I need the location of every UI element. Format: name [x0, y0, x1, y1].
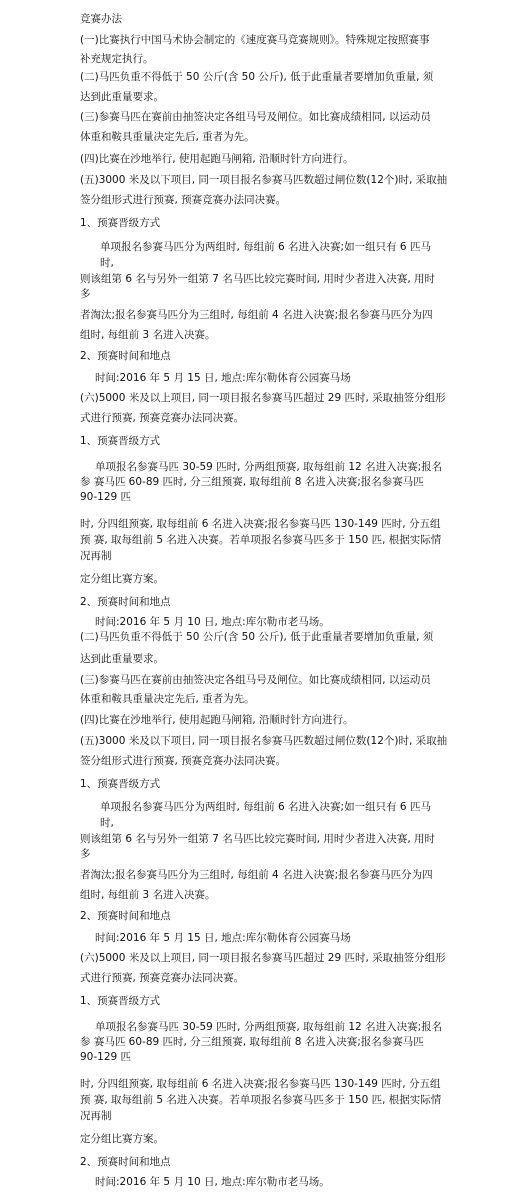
paragraph-line: 时, [100, 817, 114, 829]
paragraph-line: 组时, 每组前 3 名进入决赛。 [80, 329, 216, 341]
paragraph-line: 时, [100, 257, 114, 269]
paragraph-line: 体重和鞍具重量决定先后, 重者为先。 [80, 693, 255, 705]
paragraph-line: 90-129 匹 [80, 491, 132, 503]
subheading: 1、预赛晋级方式 [80, 217, 161, 229]
paragraph-line: 况再制 [80, 1110, 112, 1122]
paragraph-line: 时, 分四组预赛, 取每组前 6 名进入决赛;报名参赛马匹 130-149 匹时, 分五组 [80, 518, 441, 530]
paragraph-line: (三)参赛马匹在赛前由抽签决定各组马号及闸位。如比赛成绩相同, 以运动员 [80, 674, 431, 686]
paragraph-line: 达到此重量要求。 [80, 91, 164, 103]
paragraph-line: 时间:2016 年 5 月 15 日, 地点:库尔勒体育公园赛马场 [95, 372, 351, 384]
paragraph-line: 签分组形式进行预赛, 预赛竞赛办法同决赛。 [80, 194, 287, 206]
subheading: 2、预赛时间和地点 [80, 596, 171, 608]
paragraph-line: 定分组比赛方案。 [80, 573, 164, 585]
paragraph-line: 多 [80, 848, 91, 860]
paragraph-line: 式进行预赛, 预赛竞赛办法同决赛。 [80, 412, 245, 424]
paragraph-line: (六)5000 米及以上项目, 同一项目报名参赛马匹超过 29 匹时, 采取抽签分组形 [80, 392, 446, 404]
paragraph-line: 时, 分四组预赛, 取每组前 6 名进入决赛;报名参赛马匹 130-149 匹时, 分五组 [80, 1078, 441, 1090]
paragraph-line: 者淘汰;报名参赛马匹分为三组时, 每组前 4 名进入决赛;报名参赛马匹分为四 [80, 309, 433, 321]
paragraph-line: 时间:2016 年 5 月 10 日, 地点:库尔勒市老马场。 [95, 1176, 330, 1188]
paragraph-line: 则该组第 6 名与另外一组第 7 名马匹比较完赛时间, 用时少者进入决赛, 用时 [80, 273, 436, 285]
paragraph-line: 90-129 匹 [80, 1051, 132, 1063]
paragraph-line: 单项报名参赛马匹分为两组时, 每组前 6 名进入决赛;如一组只有 6 匹马 [100, 241, 431, 253]
paragraph-line: (二)马匹负重不得低于 50 公斤(含 50 公斤), 低于此重量者要增加负重量, 须 [80, 71, 434, 83]
paragraph-line: 签分组形式进行预赛, 预赛竞赛办法同决赛。 [80, 755, 287, 767]
paragraph-line: (五)3000 米及以下项目, 同一项目报名参赛马匹数超过闸位数(12个)时, 采取抽 [80, 735, 448, 747]
subheading: 2、预赛时间和地点 [80, 1156, 171, 1168]
paragraph-line: 组时, 每组前 3 名进入决赛。 [80, 889, 216, 901]
subheading: 1、预赛晋级方式 [80, 995, 161, 1007]
paragraph-line: 参 赛马匹 60-89 匹时, 分三组预赛, 取每组前 8 名进入决赛;报名参赛马匹 [80, 476, 424, 488]
paragraph-line: (六)5000 米及以上项目, 同一项目报名参赛马匹超过 29 匹时, 采取抽签分组形 [80, 952, 446, 964]
paragraph-line: (二)马匹负重不得低于 50 公斤(含 50 公斤), 低于此重量者要增加负重量, 须 [80, 631, 434, 643]
subheading: 1、预赛晋级方式 [80, 435, 161, 447]
paragraph-line: 则该组第 6 名与另外一组第 7 名马匹比较完赛时间, 用时少者进入决赛, 用时 [80, 833, 436, 845]
paragraph-line: 达到此重量要求。 [80, 653, 164, 665]
paragraph-line: 多 [80, 288, 91, 300]
paragraph-line: (三)参赛马匹在赛前由抽签决定各组马号及闸位。如比赛成绩相同, 以运动员 [80, 111, 431, 123]
paragraph-line: 时间:2016 年 5 月 10 日, 地点:库尔勒市老马场。 [95, 616, 330, 628]
paragraph-line: 补充规定执行。 [80, 53, 154, 65]
paragraph-line: (四)比赛在沙地举行, 使用起跑马闸箱, 沿顺时针方向进行。 [80, 714, 354, 726]
subheading: 1、预赛晋级方式 [80, 778, 161, 790]
subheading: 2、预赛时间和地点 [80, 350, 171, 362]
paragraph-line: 单项报名参赛马匹 30-59 匹时, 分两组预赛, 取每组前 12 名进入决赛;报名 [95, 1021, 443, 1033]
paragraph-line: 定分组比赛方案。 [80, 1133, 164, 1145]
paragraph-line: 参 赛马匹 60-89 匹时, 分三组预赛, 取每组前 8 名进入决赛;报名参赛马匹 [80, 1036, 424, 1048]
paragraph-line: 者淘汰;报名参赛马匹分为三组时, 每组前 4 名进入决赛;报名参赛马匹分为四 [80, 869, 433, 881]
paragraph-line: 况再制 [80, 550, 112, 562]
paragraph-line: 单项报名参赛马匹分为两组时, 每组前 6 名进入决赛;如一组只有 6 匹马 [100, 801, 431, 813]
subheading: 2、预赛时间和地点 [80, 910, 171, 922]
section-title: 竞赛办法 [80, 13, 122, 25]
paragraph-line: 预 赛, 取每组前 5 名进入决赛。若单项报名参赛马匹多于 150 匹, 根据实际情 [80, 1094, 442, 1106]
paragraph-line: 预 赛, 取每组前 5 名进入决赛。若单项报名参赛马匹多于 150 匹, 根据实际情 [80, 534, 442, 546]
paragraph-line: (一)比赛执行中国马术协会制定的《速度赛马竞赛规则》。特殊规定按照赛事 [80, 34, 430, 46]
paragraph-line: (五)3000 米及以下项目, 同一项目报名参赛马匹数超过闸位数(12个)时, 采取抽 [80, 174, 448, 186]
paragraph-line: 单项报名参赛马匹 30-59 匹时, 分两组预赛, 取每组前 12 名进入决赛;报名 [95, 461, 443, 473]
paragraph-line: 时间:2016 年 5 月 15 日, 地点:库尔勒体育公园赛马场 [95, 932, 351, 944]
paragraph-line: (四)比赛在沙地举行, 使用起跑马闸箱, 沿顺时针方向进行。 [80, 153, 354, 165]
paragraph-line: 式进行预赛, 预赛竞赛办法同决赛。 [80, 972, 245, 984]
paragraph-line: 体重和鞍具重量决定先后, 重者为先。 [80, 131, 255, 143]
